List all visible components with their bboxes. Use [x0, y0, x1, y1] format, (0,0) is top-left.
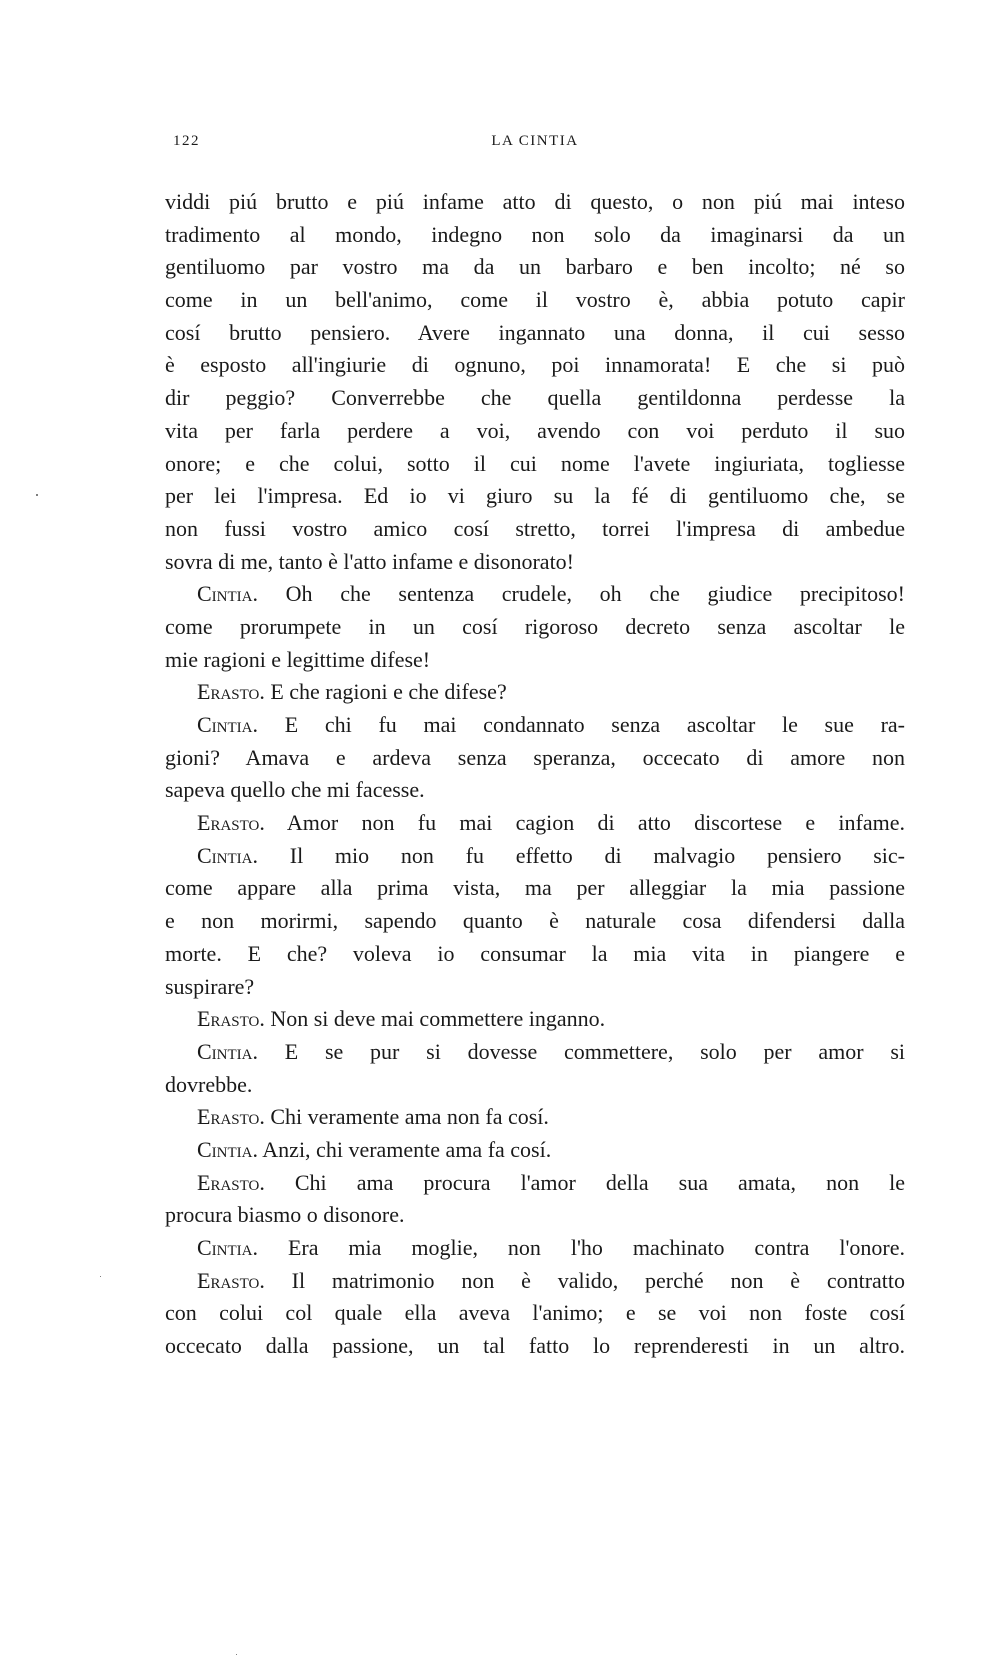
speech-line — [165, 578, 905, 611]
speaker-name: Erasto. — [197, 1169, 265, 1195]
speech-line — [165, 840, 905, 873]
speech-line — [165, 709, 905, 742]
text-line — [165, 317, 905, 350]
speaker-name: Cintia. — [197, 842, 258, 868]
running-head — [165, 133, 905, 157]
scan-speck — [100, 1276, 101, 1277]
text-line — [165, 905, 905, 938]
speech-line — [165, 1265, 905, 1298]
line-text: vita per farla perdere a voi, avendo con voi perduto il suo — [165, 417, 905, 443]
page-number: 122 — [173, 133, 200, 149]
line-text: occecato dalla passione, un tal fatto lo reprenderesti in un altro. — [165, 1333, 905, 1359]
line-text: gioni? Amava e ardeva senza speranza, occecato di amore non — [165, 744, 905, 770]
text-line — [165, 513, 905, 546]
line-text: viddi piú brutto e piú infame atto di questo, o non piú mai inteso — [165, 189, 905, 214]
line-text: come in un bell'animo, come il vostro è, abbia potuto capir — [165, 287, 905, 313]
text-line — [165, 611, 905, 644]
line-text: E chi fu mai condannato senza ascoltar le sue ra- — [284, 712, 906, 737]
line-text: mie ragioni e legittime difese! — [165, 646, 431, 672]
line-text: Chi ama procura l'amor della sua amata, non le — [294, 1169, 905, 1195]
line-text: sapeva quello che mi facesse. — [165, 777, 425, 803]
text-line — [165, 644, 905, 677]
text-line — [165, 1330, 905, 1363]
text-line — [165, 219, 905, 252]
text-line — [165, 1069, 905, 1102]
speech-line — [165, 676, 905, 709]
speaker-name: Erasto. — [197, 1104, 265, 1130]
line-text: Il matrimonio non è valido, perché non è contratto — [291, 1267, 906, 1293]
line-text: gentiluomo par vostro ma da un barbaro e ben incolto; né so — [165, 254, 905, 280]
speaker-name: Erasto. — [197, 1006, 265, 1032]
text-line — [165, 448, 905, 481]
text-line — [165, 546, 905, 579]
text-line — [165, 349, 905, 382]
speech-line — [165, 1134, 905, 1167]
line-text: Chi veramente ama non fa cosí. — [270, 1104, 549, 1130]
speaker-name: Cintia. — [197, 712, 258, 737]
line-text: sovra di me, tanto è l'atto infame e disonorato! — [165, 548, 575, 574]
text-line — [165, 186, 905, 219]
speaker-name: Cintia. — [197, 1235, 258, 1260]
speech-line — [165, 1036, 905, 1069]
line-text: come prorumpete in un cosí rigoroso decreto senza ascoltar le — [165, 613, 905, 639]
line-text: cosí brutto pensiero. Avere ingannato una donna, il cui sesso — [165, 319, 905, 345]
line-text: dir peggio? Converrebbe che quella gentildonna perdesse la — [165, 385, 905, 411]
line-text: Oh che sentenza crudele, oh che giudice precipitoso! — [285, 581, 905, 607]
text-line — [165, 938, 905, 971]
line-text: E che ragioni e che difese? — [270, 679, 507, 705]
scan-speck — [236, 1654, 237, 1655]
line-text: procura biasmo o disonore. — [165, 1202, 405, 1228]
speech-line — [165, 1167, 905, 1200]
line-text: dovrebbe. — [165, 1071, 253, 1097]
speech-line — [165, 1003, 905, 1036]
text-line — [165, 742, 905, 775]
text-line — [165, 872, 905, 905]
running-title: LA CINTIA — [491, 133, 579, 149]
line-text: è esposto all'ingiurie di ognuno, poi innamorata! E che si può — [165, 352, 905, 378]
text-line — [165, 382, 905, 415]
line-text: E se pur si dovesse commettere, solo per amor si — [284, 1038, 905, 1064]
line-text: Il mio non fu effetto di malvagio pensiero sic- — [289, 842, 905, 868]
line-text: e non morirmi, sapendo quanto è naturale cosa difendersi dalla — [165, 908, 905, 934]
line-text: con colui col quale ella aveva l'animo; e se voi non foste cosí — [165, 1300, 905, 1326]
line-text: suspirare? — [165, 973, 255, 999]
line-text: come appare alla prima vista, ma per alleggiar la mia passione — [165, 875, 905, 901]
line-text: Era mia moglie, non l'ho machinato contra l'onore. — [287, 1235, 906, 1260]
line-text: non fussi vostro amico cosí stretto, torrei l'impresa di ambedue — [165, 515, 905, 541]
text-line — [165, 480, 905, 513]
speech-line — [165, 1232, 905, 1265]
line-text: morte. E che? voleva io consumar la mia vita in piangere e — [165, 940, 905, 966]
speaker-name: Erasto. — [197, 679, 265, 705]
text-line — [165, 774, 905, 807]
text-line — [165, 251, 905, 284]
speech-line — [165, 1101, 905, 1134]
speech-line — [165, 807, 905, 840]
speaker-name: Cintia. — [197, 581, 258, 607]
speaker-name: Cintia. — [197, 1038, 258, 1064]
scan-speck — [36, 494, 38, 496]
body-text — [165, 186, 905, 1363]
text-line — [165, 1297, 905, 1330]
line-text: tradimento al mondo, indegno non solo da imaginarsi da un — [165, 221, 905, 247]
line-text: Amor non fu mai cagion di atto discortese e infame. — [286, 810, 905, 836]
line-text: per lei l'impresa. Ed io vi giuro su la fé di gentiluomo che, se — [165, 483, 905, 509]
line-text: onore; e che colui, sotto il cui nome l'avete ingiuriata, togliesse — [165, 450, 905, 476]
speaker-name: Cintia. — [197, 1136, 258, 1162]
line-text: Non si deve mai commettere inganno. — [270, 1006, 606, 1032]
speaker-name: Erasto. — [197, 810, 265, 836]
text-line — [165, 971, 905, 1004]
text-line — [165, 1199, 905, 1232]
line-text: Anzi, chi veramente ama fa cosí. — [262, 1136, 552, 1162]
text-line — [165, 415, 905, 448]
speaker-name: Erasto. — [197, 1267, 265, 1293]
text-line — [165, 284, 905, 317]
